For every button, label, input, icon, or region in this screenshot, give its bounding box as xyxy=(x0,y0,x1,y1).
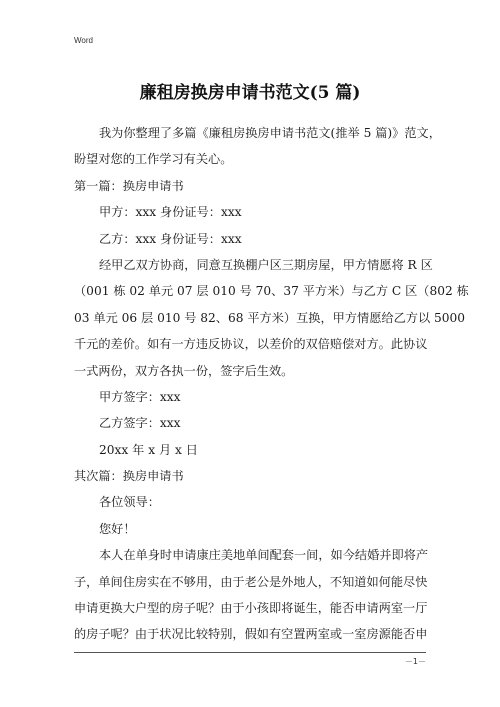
signature-a-line: 甲方签字：xxx xyxy=(99,389,181,404)
party-a-line: 甲方：xxx 身份证号：xxx xyxy=(99,205,242,220)
intro-line: 我为你整理了多篇《廉租房换房申请书范文(推举 5 篇)》范文， xyxy=(99,126,441,140)
header-label: Word xyxy=(74,36,93,45)
section-heading: 第一篇：换房申请书 xyxy=(74,178,184,193)
paragraph-line: 经甲乙双方协商，同意互换棚户区三期房屋，甲方情愿将 R 区 xyxy=(99,257,433,272)
paragraph-line: 一式两份，双方各执一份，签字后生效。 xyxy=(74,363,294,378)
page-number: －1－ xyxy=(404,657,426,666)
greeting-line: 您好！ xyxy=(99,521,136,536)
paragraph-line: （001 栋 02 单元 07 层 010 号 70、37 平方米）与乙方 C 区（802 栋 xyxy=(74,284,469,299)
paragraph-line: 申请更换大户型的房子呢？由于小孩即将诞生，能否申请两室一厅 xyxy=(74,601,428,616)
salutation-line: 各位领导： xyxy=(99,495,160,510)
document-body xyxy=(74,125,469,653)
document-title: 廉租房换房申请书范文(5 篇) xyxy=(139,83,361,103)
paragraph-line: 03 单元 06 层 010 号 82、68 平方米）互换，甲方情愿给乙方以 5000 xyxy=(74,310,466,325)
paragraph-line: 本人在单身时申请康庄美地单间配套一间，如今结婚并即将产 xyxy=(99,548,429,563)
section-heading: 其次篇：换房申请书 xyxy=(74,469,184,484)
paragraph-line: 的房子呢？由于状况比较特别，假如有空置两室或一室房源能否申 xyxy=(74,627,428,642)
intro-line: 盼望对您的工作学习有关心。 xyxy=(74,152,233,167)
paragraph-line: 子，单间住房实在不够用，由于老公是外地人，不知道如何能尽快 xyxy=(74,574,428,589)
signature-b-line: 乙方签字：xxx xyxy=(99,416,181,431)
party-b-line: 乙方：xxx 身份证号：xxx xyxy=(99,231,242,246)
footer-divider xyxy=(74,652,426,653)
paragraph-line: 千元的差价。如有一方违反协议，以差价的双倍赔偿对方。此协议 xyxy=(74,337,428,352)
date-line: 20xx 年 x 月 x 日 xyxy=(99,442,198,457)
